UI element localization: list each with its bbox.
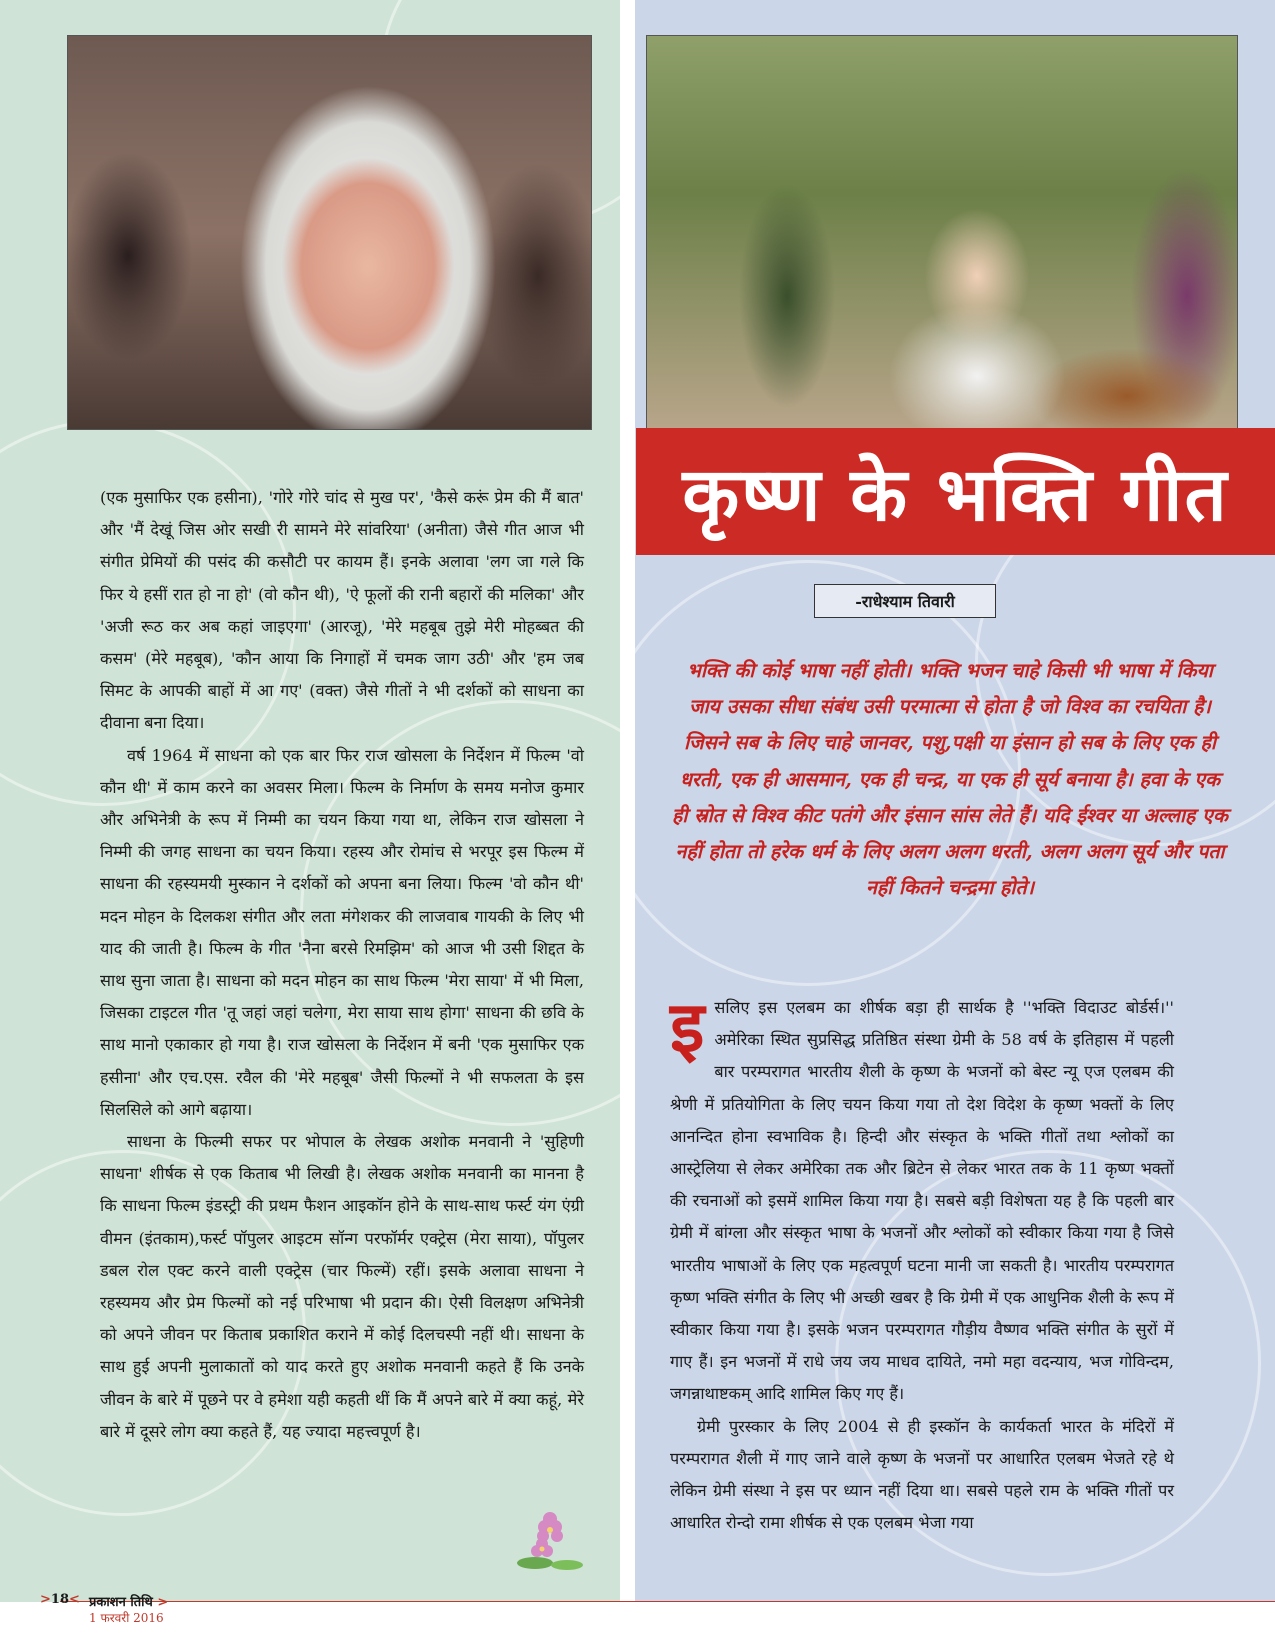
right-column-text — [670, 985, 1174, 1539]
arrow-right-icon: > — [157, 1595, 169, 1610]
pull-quote-text: भक्ति की कोई भाषा नहीं होती। भक्ति भजन चाहे किसी भी भाषा में किया जाय उसका सीधा संबंध उसी परमात्मा से होता है जो विश्व का रचयिता है। जिसने सब के लिए चाहे जानवर, पशु,पक्षी या इंसान हो सब के लिए एक ही धरती, एक ही आसमान, एक ही चन्द्र, या एक ही सूर्य बनाया है। हवा के एक ही स्रोत से विश्व कीट पतंगे और इंसान सांस लेते हैं। यदि ईश्वर या अल्लाह एक नहीं होता तो हरेक धर्म के लिए अलग अलग धरती, अलग अलग सूर्य और पता नहीं कितने चन्द्रमा होते। — [672, 659, 1228, 900]
publication-date: 1 फरवरी 2016 — [89, 1611, 164, 1625]
title-banner — [636, 428, 1275, 555]
arrow-right-icon: > — [40, 1592, 51, 1607]
author-byline: -राधेश्याम तिवारी — [814, 584, 996, 618]
page-number-block — [40, 1592, 80, 1607]
paragraph-text: सलिए इस एलबम का शीर्षक बड़ा ही सार्थक है ''भक्ति विदाउट बोर्डर्स।'' अमेरिका स्थित सुप्रसिद्ध प्रतिष्ठित संस्था ग्रेमी के 58 वर्ष के इतिहास में पहली बार परम्परागत भारतीय शैली के कृष्ण के भजनों को बेस्ट न्यू एज एलबम की श्रेणी में प्रतियोगिता के लिए चयन किया गया तो देश विदेश के कृष्ण भक्तों के लिए आनन्दित होना स्वभाविक है। हिन्दी और संस्कृत के भक्ति गीतों तथा श्लोकों का आस्ट्रेलिया से लेकर अमेरिका तक और ब्रिटेन से लेकर भारत तक के 11 कृष्ण भक्तों की रचनाओं को इसमें शामिल किया गया है। सबसे बड़ी विशेषता यह है कि पहली बार ग्रेमी में बांग्ला और संस्कृत भाषा के भजनों और श्लोकों को स्वीकार किया गया है जिसे भारतीय भाषाओं के लिए एक महत्वपूर्ण घटना मानी जा सकती है। भारतीय परम्परागत कृष्ण भक्ति संगीत के लिए भी अच्छी खबर है कि ग्रेमी में एक आधुनिक शैली के रूप में स्वीकार किया गया है। इसके भजन परम्परागत गौड़ीय वैष्णव भक्ति संगीत के सुरों में गाए हैं। इन भजनों में राधे जय जय माधव दायिते, नमो महा वदन्याय, भज गोविन्दम, जगन्नाथाष्टकम् आदि शामिल किए गए हैं। — [670, 998, 1174, 1404]
paragraph — [670, 985, 1174, 1411]
publication-label-block — [89, 1592, 229, 1610]
flower-ornament-icon — [515, 1505, 585, 1575]
actress-portrait-photo — [67, 35, 592, 430]
page-number: 18 — [50, 1592, 69, 1607]
paragraph: वर्ष 1964 में साधना को एक बार फिर राज खोसला के निर्देशन में फिल्म 'वो कौन थी' में काम करने का अवसर मिला। फिल्म के निर्माण के समय मनोज कुमार और अभिनेत्री के रूप में निम्मी का चयन किया गया था, लेकिन राज खोसला ने निम्मी की जगह साधना का चयन किया। रहस्य और रोमांच से भरपूर इस फिल्म में साधना की रहस्यमयी मुस्कान ने दर्शकों को अपना बना लिया। फिल्म 'वो कौन थी' मदन मोहन के दिलकश संगीत और लता मंगेशकर की लाजवाब गायकी के लिए भी याद की जाती है। फिल्म के गीत 'नैना बरसे रिमझिम' को आज भी उसी शिद्दत के साथ सुना जाता है। साधना को मदन मोहन का साथ फिल्म 'मेरा साया' में भी मिला, जिसका टाइटल गीत 'तू जहां जहां चलेगा, मेरा साया साथ होगा' साधना की छवि के साथ मानो एकाकार हो गया है। राज खोसला के निर्देशन में बनी 'एक मुसाफिर एक हसीना' और एच.एस. रवैल की 'मेरे महबूब' जैसी फिल्मों ने भी सफलता के इस सिलसिले को आगे बढ़ाया। — [100, 745, 584, 1119]
arrow-left-icon: < — [69, 1592, 80, 1607]
left-column-text — [100, 482, 584, 1448]
musicians-concert-photo — [646, 35, 1238, 430]
paragraph: ग्रेमी पुरस्कार के लिए 2004 से ही इस्कॉन के कार्यकर्ता भारत के मंदिरों में परम्परागत शैली में गाए जाने वाले कृष्ण के भजनों पर आधारित एलबम भेजते रहे थे लेकिन ग्रेमी संस्था ने इस पर ध्यान नहीं दिया था। सबसे पहले राम के भक्ति गीतों पर आधारित रोन्दो रामा शीर्षक से एक एलबम भेजा गया — [670, 1416, 1174, 1533]
footer-rule — [60, 1601, 1275, 1602]
paragraph: (एक मुसाफिर एक हसीना), 'गोरे गोरे चांद से मुख पर', 'कैसे करूं प्रेम की मैं बात' और 'मैं देखूं जिस ओर सखी री सामने मेरे सांवरिया' (अनीता) जैसे गीत आज भी संगीत प्रेमियों की पसंद की कसौटी पर कायम हैं। इनके अलावा 'लग जा गले कि फिर ये हसीं रात हो ना हो' (वो कौन थी), 'ऐ फूलों की रानी बहारों की मलिका' और 'अजी रूठ कर अब कहां जाइएगा' (आरजू), 'मेरे महबूब तुझे मेरी मोहब्बत की कसम' (मेरे महबूब), 'कौन आया कि निगाहों में चमक जाग उठी' और 'हम जब सिमट के आपकी बाहों में आ गए' (वक्त) जैसे गीतों ने भी दर्शकों को साधना का दीवाना बना दिया। — [100, 488, 584, 733]
drop-cap: इ — [670, 985, 705, 1068]
pull-quote — [670, 653, 1230, 906]
publication-label: प्रकाशन तिथि — [89, 1595, 153, 1610]
paragraph: साधना के फिल्मी सफर पर भोपाल के लेखक अशोक मनवानी ने 'सुहिणी साधना' शीर्षक से एक किताब भी लिखी है। लेखक अशोक मनवानी का मानना है कि साधना फिल्म इंडस्ट्री की प्रथम फैशन आइकॉन होने के साथ-साथ फर्स्ट यंग एंग्री वीमन (इंतकाम),फर्स्ट पॉपुलर आइटम सॉन्ग परफॉर्मर एक्ट्रेस (मेरा साया), पॉपुलर डबल रोल एक्ट करने वाली एक्ट्रेस (चार फिल्में) रहीं। इसके अलावा साधना ने रहस्यमय और प्रेम फिल्मों को नई परिभाषा भी प्रदान की। ऐसी विलक्षण अभिनेत्री को अपने जीवन पर किताब प्रकाशित कराने में कोई दिलचस्पी नहीं थी। साधना के साथ हुई अपनी मुलाकातों को याद करते हुए अशोक मनवानी कहते हैं कि उनके जीवन के बारे में पूछने पर वे हमेशा यही कहती थीं कि मैं अपने बारे में क्या कहूं, मेरे बारे में दूसरे लोग क्या कहते हैं, यह ज्यादा महत्त्वपूर्ण है। — [100, 1132, 584, 1441]
article-title: कृष्ण के भक्ति गीत — [682, 452, 1229, 538]
